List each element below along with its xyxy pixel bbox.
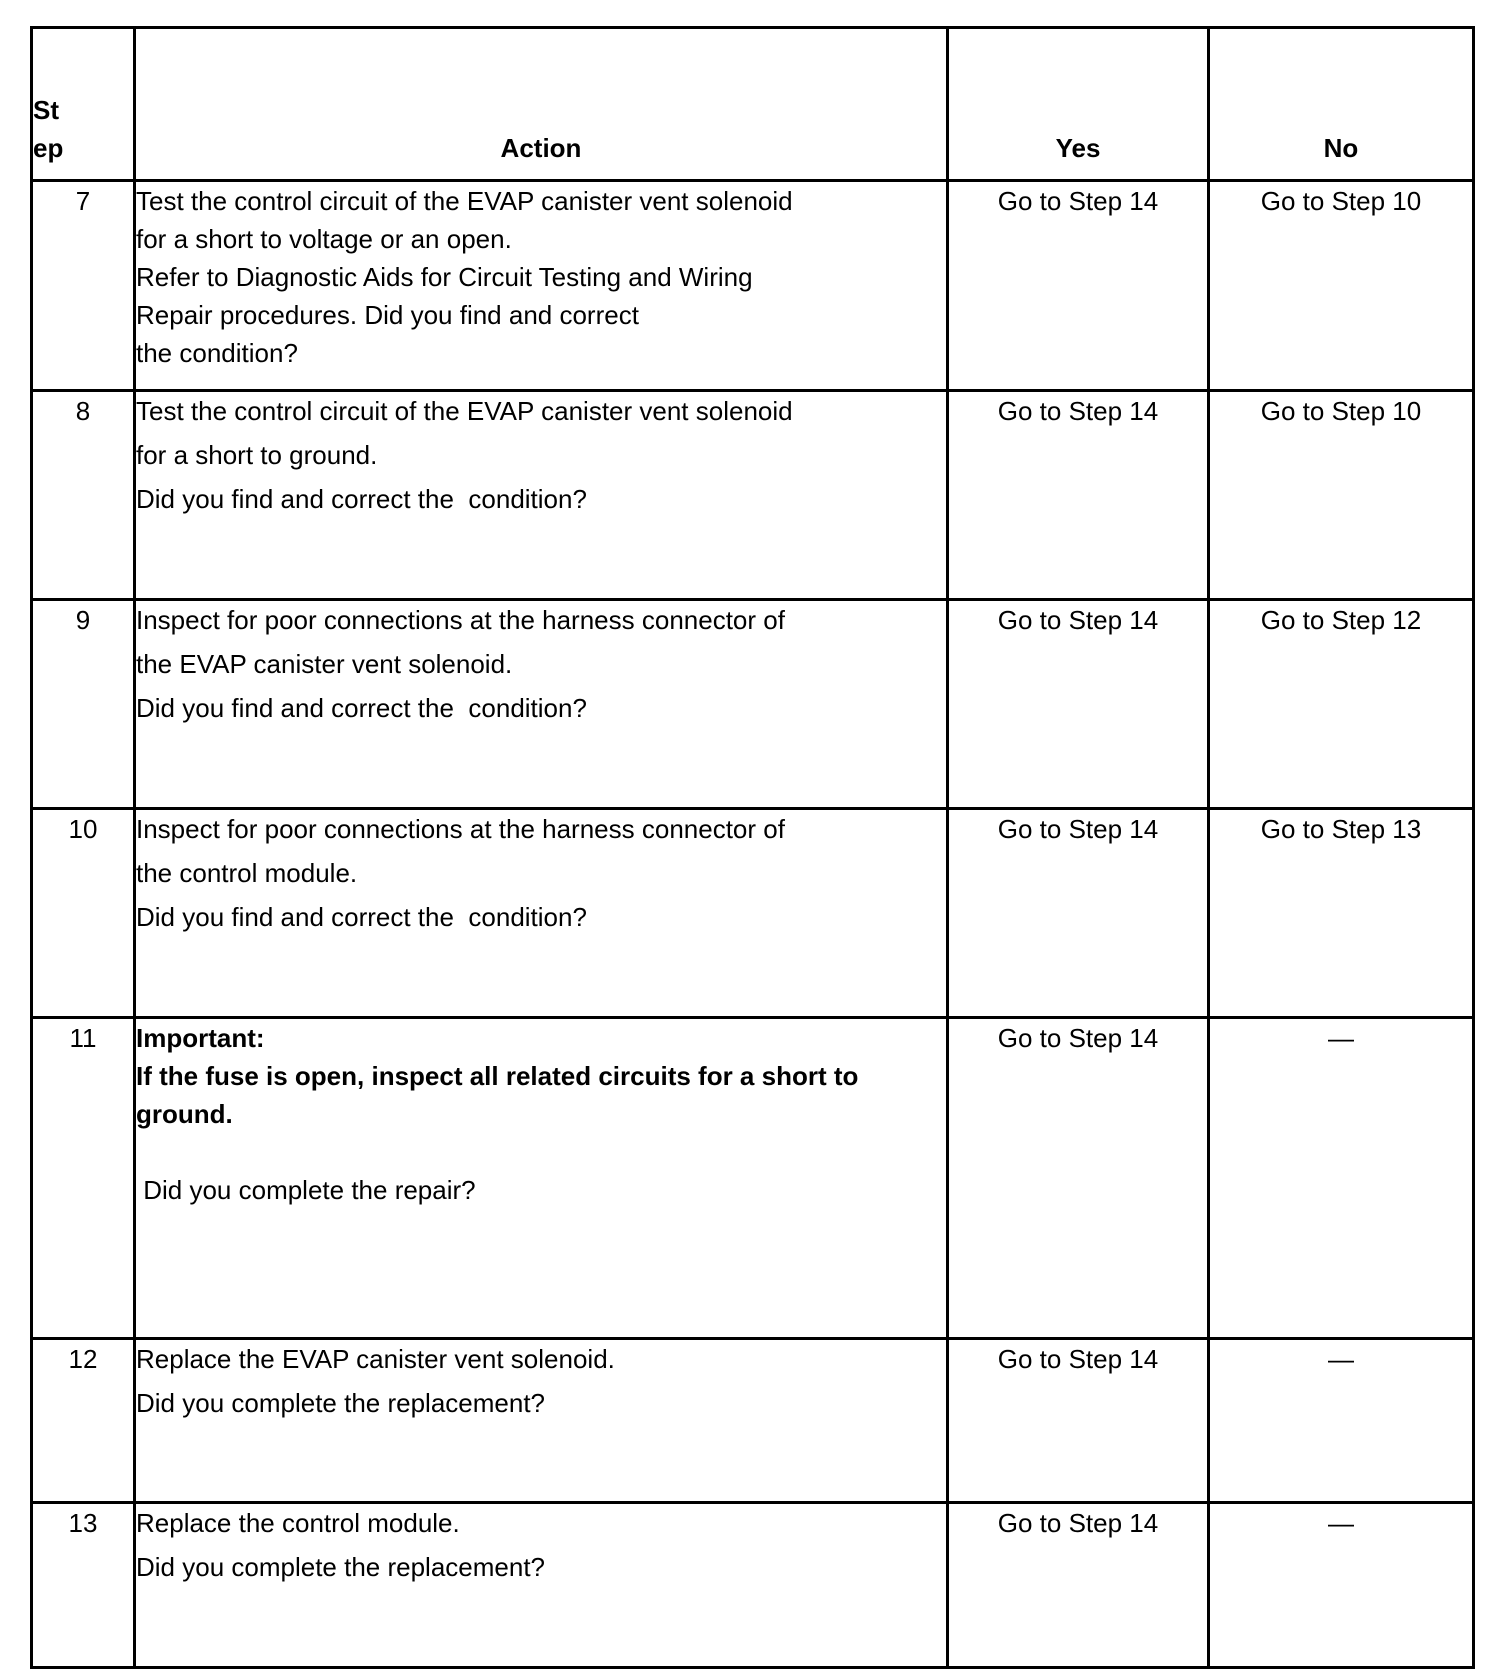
no-result: — — [1209, 1339, 1474, 1503]
yes-result: Go to Step 14 — [948, 600, 1209, 809]
action-cell — [135, 600, 948, 809]
important-label: Important: — [136, 1023, 265, 1053]
action-line: Repair procedures. Did you find and correct — [136, 300, 639, 330]
table-row — [32, 1503, 1474, 1668]
table-row — [32, 181, 1474, 391]
step-number: 8 — [32, 391, 135, 600]
action-cell — [135, 1339, 948, 1503]
yes-column-header: Yes — [948, 28, 1209, 181]
step-number: 11 — [32, 1018, 135, 1339]
action-line: Did you find and correct the condition? — [136, 484, 587, 514]
action-line: the condition? — [136, 338, 298, 368]
table-row — [32, 1339, 1474, 1503]
action-line: the EVAP canister vent solenoid. — [136, 649, 513, 679]
step-header-line-1: St — [33, 95, 59, 125]
action-line: for a short to voltage or an open. — [136, 224, 512, 254]
no-result: — — [1209, 1018, 1474, 1339]
diagnostic-table — [30, 26, 1475, 1669]
no-result: Go to Step 10 — [1209, 181, 1474, 391]
step-header-line-2: ep — [33, 133, 64, 163]
no-result: Go to Step 10 — [1209, 391, 1474, 600]
action-column-header: Action — [135, 28, 948, 181]
no-result: Go to Step 12 — [1209, 600, 1474, 809]
action-cell — [135, 1503, 948, 1668]
yes-result: Go to Step 14 — [948, 1339, 1209, 1503]
step-number: 10 — [32, 809, 135, 1018]
action-line: Inspect for poor connections at the harness connector of — [136, 814, 785, 844]
yes-result: Go to Step 14 — [948, 181, 1209, 391]
no-result: Go to Step 13 — [1209, 809, 1474, 1018]
yes-result: Go to Step 14 — [948, 1503, 1209, 1668]
table-row — [32, 1018, 1474, 1339]
action-cell — [135, 391, 948, 600]
yes-result: Go to Step 14 — [948, 391, 1209, 600]
spacer — [136, 1133, 946, 1171]
action-line: Replace the control module. — [136, 1508, 460, 1538]
action-line: Did you complete the replacement? — [136, 1552, 546, 1582]
step-number: 7 — [32, 181, 135, 391]
action-line: Did you complete the repair? — [136, 1175, 476, 1205]
action-line: the control module. — [136, 858, 358, 888]
step-number: 12 — [32, 1339, 135, 1503]
yes-result: Go to Step 14 — [948, 809, 1209, 1018]
action-line: Test the control circuit of the EVAP canister vent solenoid — [136, 186, 793, 216]
step-number: 9 — [32, 600, 135, 809]
action-line: Refer to Diagnostic Aids for Circuit Testing and Wiring — [136, 262, 753, 292]
action-line: Did you complete the replacement? — [136, 1388, 546, 1418]
action-line: Replace the EVAP canister vent solenoid. — [136, 1344, 615, 1374]
action-line: for a short to ground. — [136, 440, 378, 470]
action-line: Did you find and correct the condition? — [136, 902, 587, 932]
table-row — [32, 809, 1474, 1018]
diagnostic-page — [30, 26, 1472, 1669]
important-note: If the fuse is open, inspect all related circuits for a short to ground. — [136, 1061, 859, 1129]
action-line: Inspect for poor connections at the harness connector of — [136, 605, 785, 635]
no-column-header: No — [1209, 28, 1474, 181]
yes-result: Go to Step 14 — [948, 1018, 1209, 1339]
action-cell — [135, 1018, 948, 1339]
table-row — [32, 391, 1474, 600]
action-line: Test the control circuit of the EVAP canister vent solenoid — [136, 396, 793, 426]
action-cell — [135, 181, 948, 391]
table-header-row — [32, 28, 1474, 181]
step-column-header — [32, 28, 135, 181]
action-line: Did you find and correct the condition? — [136, 693, 587, 723]
step-number: 13 — [32, 1503, 135, 1668]
action-cell — [135, 809, 948, 1018]
no-result: — — [1209, 1503, 1474, 1668]
table-row — [32, 600, 1474, 809]
